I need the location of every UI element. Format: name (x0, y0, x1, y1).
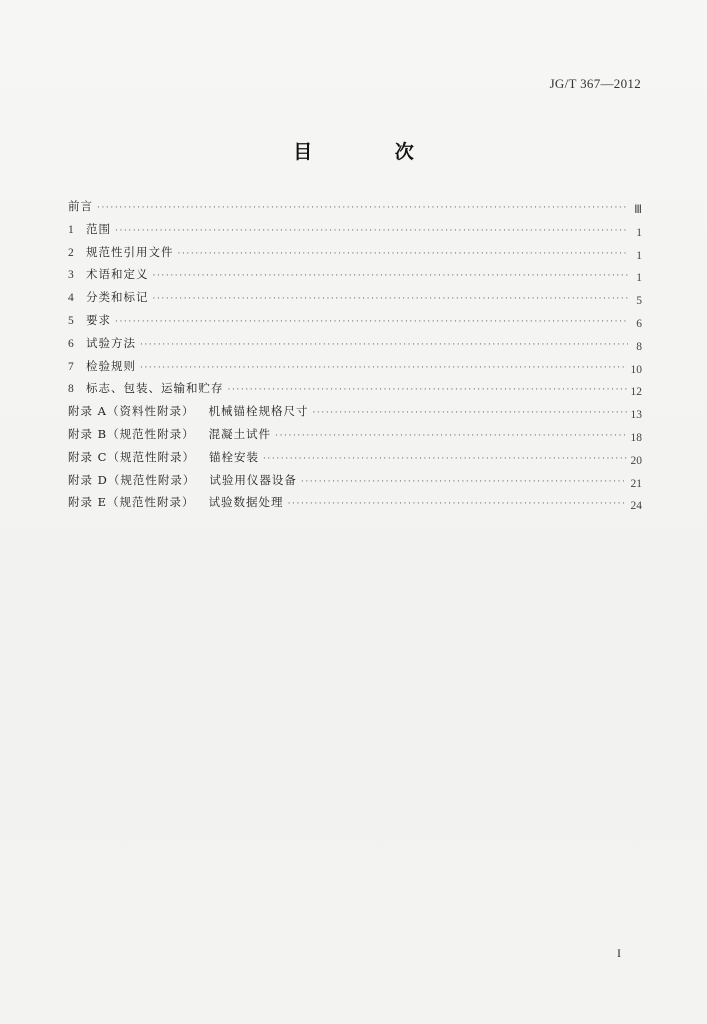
toc-entry-number: 3 (68, 269, 74, 282)
toc-entry[interactable] (68, 446, 642, 469)
toc-entry-label: 术语和定义 (86, 267, 149, 282)
toc-leader-dots (140, 334, 628, 357)
toc-entry[interactable] (68, 423, 642, 446)
toc-entry[interactable] (68, 332, 642, 355)
toc-entry-page: 13 (630, 409, 642, 422)
toc-leader-dots (153, 288, 629, 311)
toc-appendix-label: 附录 C（规范性附录） (68, 449, 195, 464)
toc-entry-page: 12 (630, 386, 642, 399)
page-number: I (617, 946, 621, 960)
toc-entry-page: 21 (630, 477, 642, 490)
toc-entry[interactable] (68, 218, 642, 241)
toc-entry-page: 10 (630, 363, 642, 376)
toc-entry[interactable] (68, 355, 642, 378)
toc-entry-label: 前言 (68, 199, 93, 213)
toc-entry[interactable] (68, 286, 642, 309)
toc-entry[interactable] (68, 377, 642, 400)
toc-entry-label: 范围 (86, 221, 111, 236)
toc-entry-number: 5 (68, 314, 74, 327)
toc-entry-page: 24 (630, 500, 642, 513)
toc-entry-label: 试验方法 (86, 335, 136, 350)
toc-appendix-label: 附录 B（规范性附录） (68, 426, 195, 441)
toc-leader-dots (263, 448, 627, 471)
toc-appendix-label: 附录 A（资料性附录） (68, 404, 195, 419)
toc-appendix-label: 附录 D（规范性附录） (68, 472, 196, 487)
toc-appendix-title: 机械锚栓规格尺寸 (208, 404, 309, 419)
toc-entry[interactable] (68, 263, 642, 286)
toc-leader-dots (312, 402, 626, 425)
toc-entry[interactable] (68, 309, 642, 332)
toc-entry-page: 8 (636, 340, 642, 353)
toc-entry[interactable] (68, 400, 642, 423)
toc-entry[interactable] (68, 241, 642, 264)
toc-entry[interactable] (68, 195, 642, 218)
toc-entry-page: 6 (636, 317, 642, 330)
toc-entry-label: 检验规则 (86, 358, 136, 373)
toc-appendix-title: 锚栓安装 (208, 449, 259, 464)
toc-entry-label: 要求 (86, 312, 111, 327)
toc-entry-label: 标志、包装、运输和贮存 (86, 381, 224, 396)
toc-leader-dots (140, 357, 627, 380)
toc-entry-number: 7 (68, 360, 74, 373)
toc-entry[interactable] (68, 469, 642, 492)
toc-leader-dots (97, 197, 628, 220)
toc-entry-page: 1 (636, 272, 642, 285)
toc-leader-dots (228, 379, 627, 402)
toc-entry-number: 2 (68, 246, 74, 259)
toc-leader-dots (178, 243, 629, 266)
toc-entry-number: 1 (68, 223, 74, 236)
toc-appendix-title: 混凝土试件 (208, 426, 272, 441)
toc-entry-label: 分类和标记 (86, 290, 149, 305)
toc-leader-dots (275, 425, 626, 448)
toc-entry-page: 1 (636, 226, 642, 239)
toc-entry[interactable] (68, 491, 642, 514)
toc-entry-number: 6 (68, 337, 74, 350)
toc-leader-dots (288, 493, 627, 516)
toc-leader-dots (301, 471, 627, 494)
toc-entry-page: 20 (630, 454, 642, 467)
toc-entry-page: 5 (636, 295, 642, 308)
toc-entry-page: 1 (636, 249, 642, 262)
toc-leader-dots (153, 265, 629, 288)
toc-appendix-label: 附录 E（规范性附录） (68, 495, 195, 510)
toc-entry-page: 18 (630, 431, 642, 444)
toc-entry-page: Ⅲ (634, 204, 642, 216)
toc-entry-number: 8 (68, 383, 74, 396)
toc-leader-dots (115, 311, 628, 334)
toc-leader-dots (115, 220, 628, 243)
table-of-contents (68, 195, 642, 514)
toc-entry-number: 4 (68, 292, 74, 305)
document-code: JG/T 367—2012 (549, 76, 641, 91)
page-title: 目 次 (293, 141, 452, 163)
toc-appendix-title: 试验用仪器设备 (209, 472, 297, 487)
toc-appendix-title: 试验数据处理 (208, 495, 284, 510)
toc-entry-label: 规范性引用文件 (86, 244, 174, 259)
